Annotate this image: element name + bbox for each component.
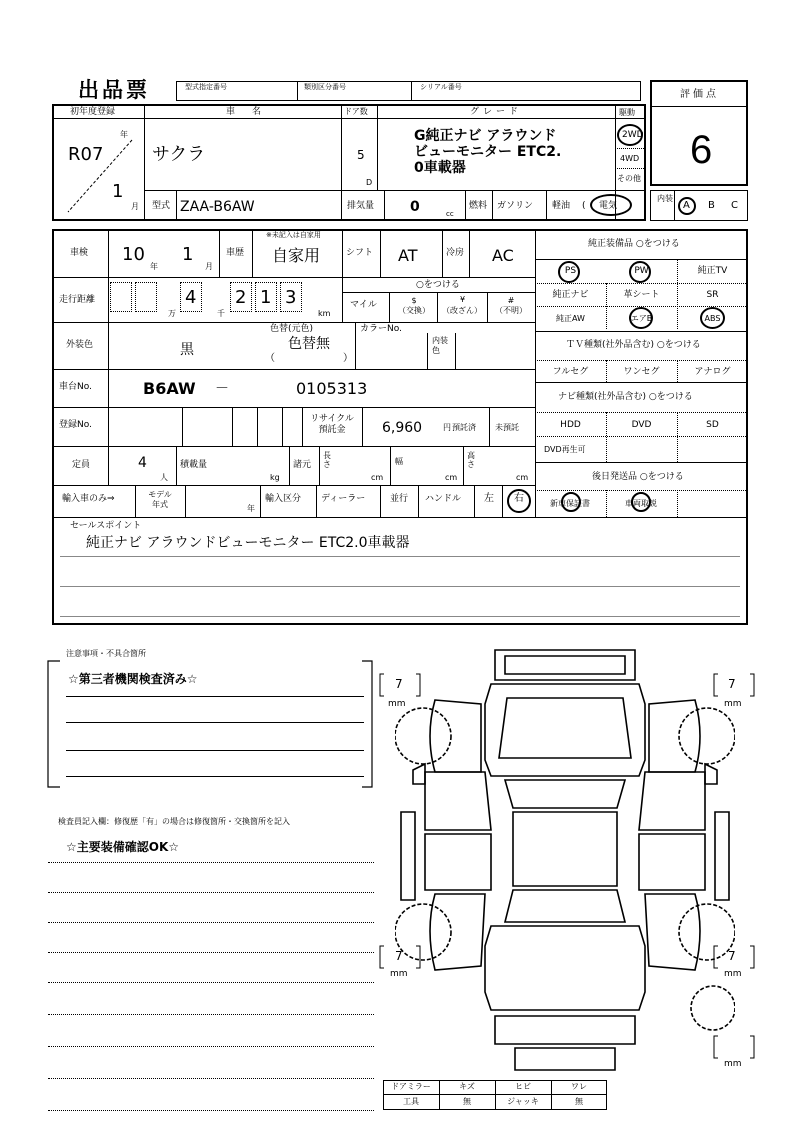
- interior-b: B: [708, 200, 715, 211]
- handle-right: 右: [514, 493, 524, 504]
- rating-box: [650, 80, 748, 186]
- tire-fr-depth: 7: [728, 677, 736, 691]
- registration-label: 登録No.: [59, 420, 92, 430]
- mileage-label: 走行距離: [59, 295, 96, 305]
- notes-text: ☆第三者機関検査済み☆: [68, 672, 198, 686]
- import-class-label: 輸入区分: [265, 494, 302, 504]
- interior-c: C: [731, 200, 738, 211]
- car-name-value: サクラ: [152, 144, 206, 165]
- navi-hdd: HDD: [560, 420, 581, 430]
- import-label: 輸入車のみ⇒: [62, 494, 115, 504]
- import-parallel: 並行: [390, 494, 409, 504]
- tire-spare-bracket: [712, 1034, 756, 1060]
- interior-color-label: 内装 色: [432, 336, 448, 355]
- interior-label: 内装: [657, 194, 673, 203]
- tire-fl-depth: 7: [395, 677, 403, 691]
- history-label: 車歴: [226, 248, 245, 258]
- mile-option: マイル: [350, 300, 377, 310]
- first-reg-month: 1: [112, 181, 124, 202]
- shift-value: AT: [398, 246, 418, 265]
- tire-rr-depth: 7: [728, 949, 736, 963]
- inspector-label: 検査員記入欄：修復歴「有」の場合は修復箇所・交換箇所を記入: [58, 817, 290, 826]
- mileage-altered: （改ざん）: [442, 305, 482, 315]
- equip-airbag: エアB: [630, 314, 653, 323]
- rating-label: 評価点: [680, 89, 719, 100]
- doors-label: ドア数: [344, 107, 368, 116]
- equip-ps: PS: [564, 266, 577, 276]
- doors-value: 5: [357, 148, 365, 162]
- drive-circle: [617, 124, 643, 146]
- exterior-color-value: 黒: [180, 342, 194, 358]
- first-reg-label: 初年度登録: [70, 107, 116, 117]
- model-label: 型式: [152, 201, 171, 211]
- equip-airbag-circle: [629, 307, 653, 329]
- equip-abs: ABS: [704, 314, 721, 323]
- drive-4wd: 4WD: [620, 154, 640, 163]
- fuel-circle: [590, 194, 632, 216]
- mileage-digit: 4: [185, 287, 197, 308]
- mileage-unknown: # （不明）: [495, 296, 527, 315]
- drive-2wd: 2WD: [622, 130, 644, 140]
- tire-rl-depth: 7: [395, 949, 403, 963]
- equip-tv: 純正TV: [697, 266, 728, 276]
- exterior-color-label: 外装色: [66, 340, 94, 350]
- dims-label: 諸元: [293, 460, 312, 470]
- doc-warranty: 新車保証書: [550, 499, 590, 508]
- mileage-digit: 3: [285, 287, 297, 308]
- color-no-label: カラーNo.: [360, 324, 402, 334]
- chassis-prefix: B6AW: [143, 379, 196, 398]
- notes-label: 注意事項・不具合箇所: [66, 649, 146, 658]
- docs-title: 後日発送品 ○をつける: [592, 472, 684, 482]
- class-number-cell: 類別区分番号: [297, 81, 412, 101]
- grade-value: G純正ナビ アラウンド ビューモニター ETC2. 0車載器: [414, 128, 562, 177]
- recycle-label: リサイクル 預託金: [310, 414, 354, 435]
- capacity-value: 4: [138, 455, 147, 471]
- tv-fullseg: フルセグ: [552, 367, 589, 377]
- fuel-diesel: 軽油: [552, 201, 571, 211]
- handle-left: 左: [484, 493, 494, 504]
- model-cert-cell: 型式指定番号: [176, 81, 298, 101]
- equip-sr: SR: [706, 290, 719, 300]
- car-diagram: [395, 640, 735, 1090]
- grade-label: グレード: [470, 107, 523, 117]
- ac-label: 冷房: [446, 248, 465, 258]
- dvd-playback: DVD再生可: [544, 445, 586, 454]
- load-label: 積載量: [180, 460, 208, 470]
- deposited-option: 預託済: [452, 423, 476, 432]
- drive-label: 駆動: [619, 108, 635, 117]
- mileage-exchange: $ （交換）: [398, 296, 430, 315]
- equip-ps-circle: [558, 261, 580, 283]
- fuel-electric: 電気: [599, 201, 618, 211]
- tv-title: ＴＶ種類(社外品含む) ○をつける: [566, 340, 701, 350]
- document-title: 出品票: [78, 78, 150, 102]
- interior-circle: [678, 197, 696, 215]
- rating-value: 6: [690, 128, 713, 172]
- car-name-label: 車 名: [226, 107, 266, 117]
- equip-abs-circle: [700, 307, 725, 329]
- mileage-digit: 1: [260, 287, 272, 308]
- doc-manual-circle: [631, 492, 651, 512]
- model-value: ZAA-B6AW: [180, 199, 255, 215]
- inspection-label: 車検: [70, 248, 89, 258]
- handle-label: ハンドル: [425, 494, 462, 504]
- first-reg-era: R07: [68, 144, 104, 165]
- inspection-month: 1: [182, 244, 194, 265]
- doc-manual: 車両取説: [625, 499, 657, 508]
- color-change-value: 色替無: [288, 336, 330, 352]
- interior-a: A: [683, 200, 690, 211]
- navi-sd: SD: [706, 420, 719, 430]
- ac-value: AC: [492, 246, 514, 265]
- equip-navi: 純正ナビ: [552, 290, 589, 300]
- recycle-value: 6,960: [382, 420, 423, 436]
- equip-aw: 純正AW: [556, 314, 585, 323]
- date-slash: [60, 128, 140, 218]
- mileage-digit: 2: [235, 287, 247, 308]
- tv-oneseg: ワンセグ: [623, 367, 660, 377]
- not-deposited-option: 未預託: [495, 423, 519, 432]
- sales-point-text: 純正ナビ アラウンドビューモニター ETC2.0車載器: [86, 535, 410, 551]
- inspector-text: ☆主要装備確認OK☆: [66, 840, 180, 854]
- inspection-year: 10: [122, 244, 145, 265]
- capacity-label: 定員: [72, 460, 91, 470]
- fuel-gasoline: ガソリン: [497, 201, 534, 211]
- sales-point-label: セールスポイント: [70, 521, 142, 531]
- handle-circle: [507, 489, 531, 513]
- equipment-title: 純正装備品 ○をつける: [588, 239, 680, 249]
- serial-number-cell: シリアル番号: [411, 81, 641, 101]
- equip-leather: 革シート: [623, 290, 660, 300]
- equip-pw: PW: [634, 266, 649, 276]
- navi-dvd: DVD: [631, 420, 652, 430]
- fuel-label: 燃料: [469, 201, 488, 211]
- equip-pw-circle: [629, 261, 651, 283]
- tv-analog: アナログ: [694, 367, 731, 377]
- doc-warranty-circle: [561, 492, 581, 512]
- chassis-number: 0105313: [296, 379, 368, 398]
- history-value: 自家用: [272, 246, 321, 265]
- drive-other: その他: [617, 174, 641, 183]
- import-dealer: ディーラー: [321, 494, 366, 504]
- shift-label: シフト: [346, 248, 374, 258]
- displacement-label: 排気量: [347, 201, 375, 211]
- navi-title: ナビ種類(社外品含む) ○をつける: [558, 392, 693, 402]
- displacement-value: 0: [410, 199, 420, 215]
- chassis-label: 車台No.: [59, 382, 92, 392]
